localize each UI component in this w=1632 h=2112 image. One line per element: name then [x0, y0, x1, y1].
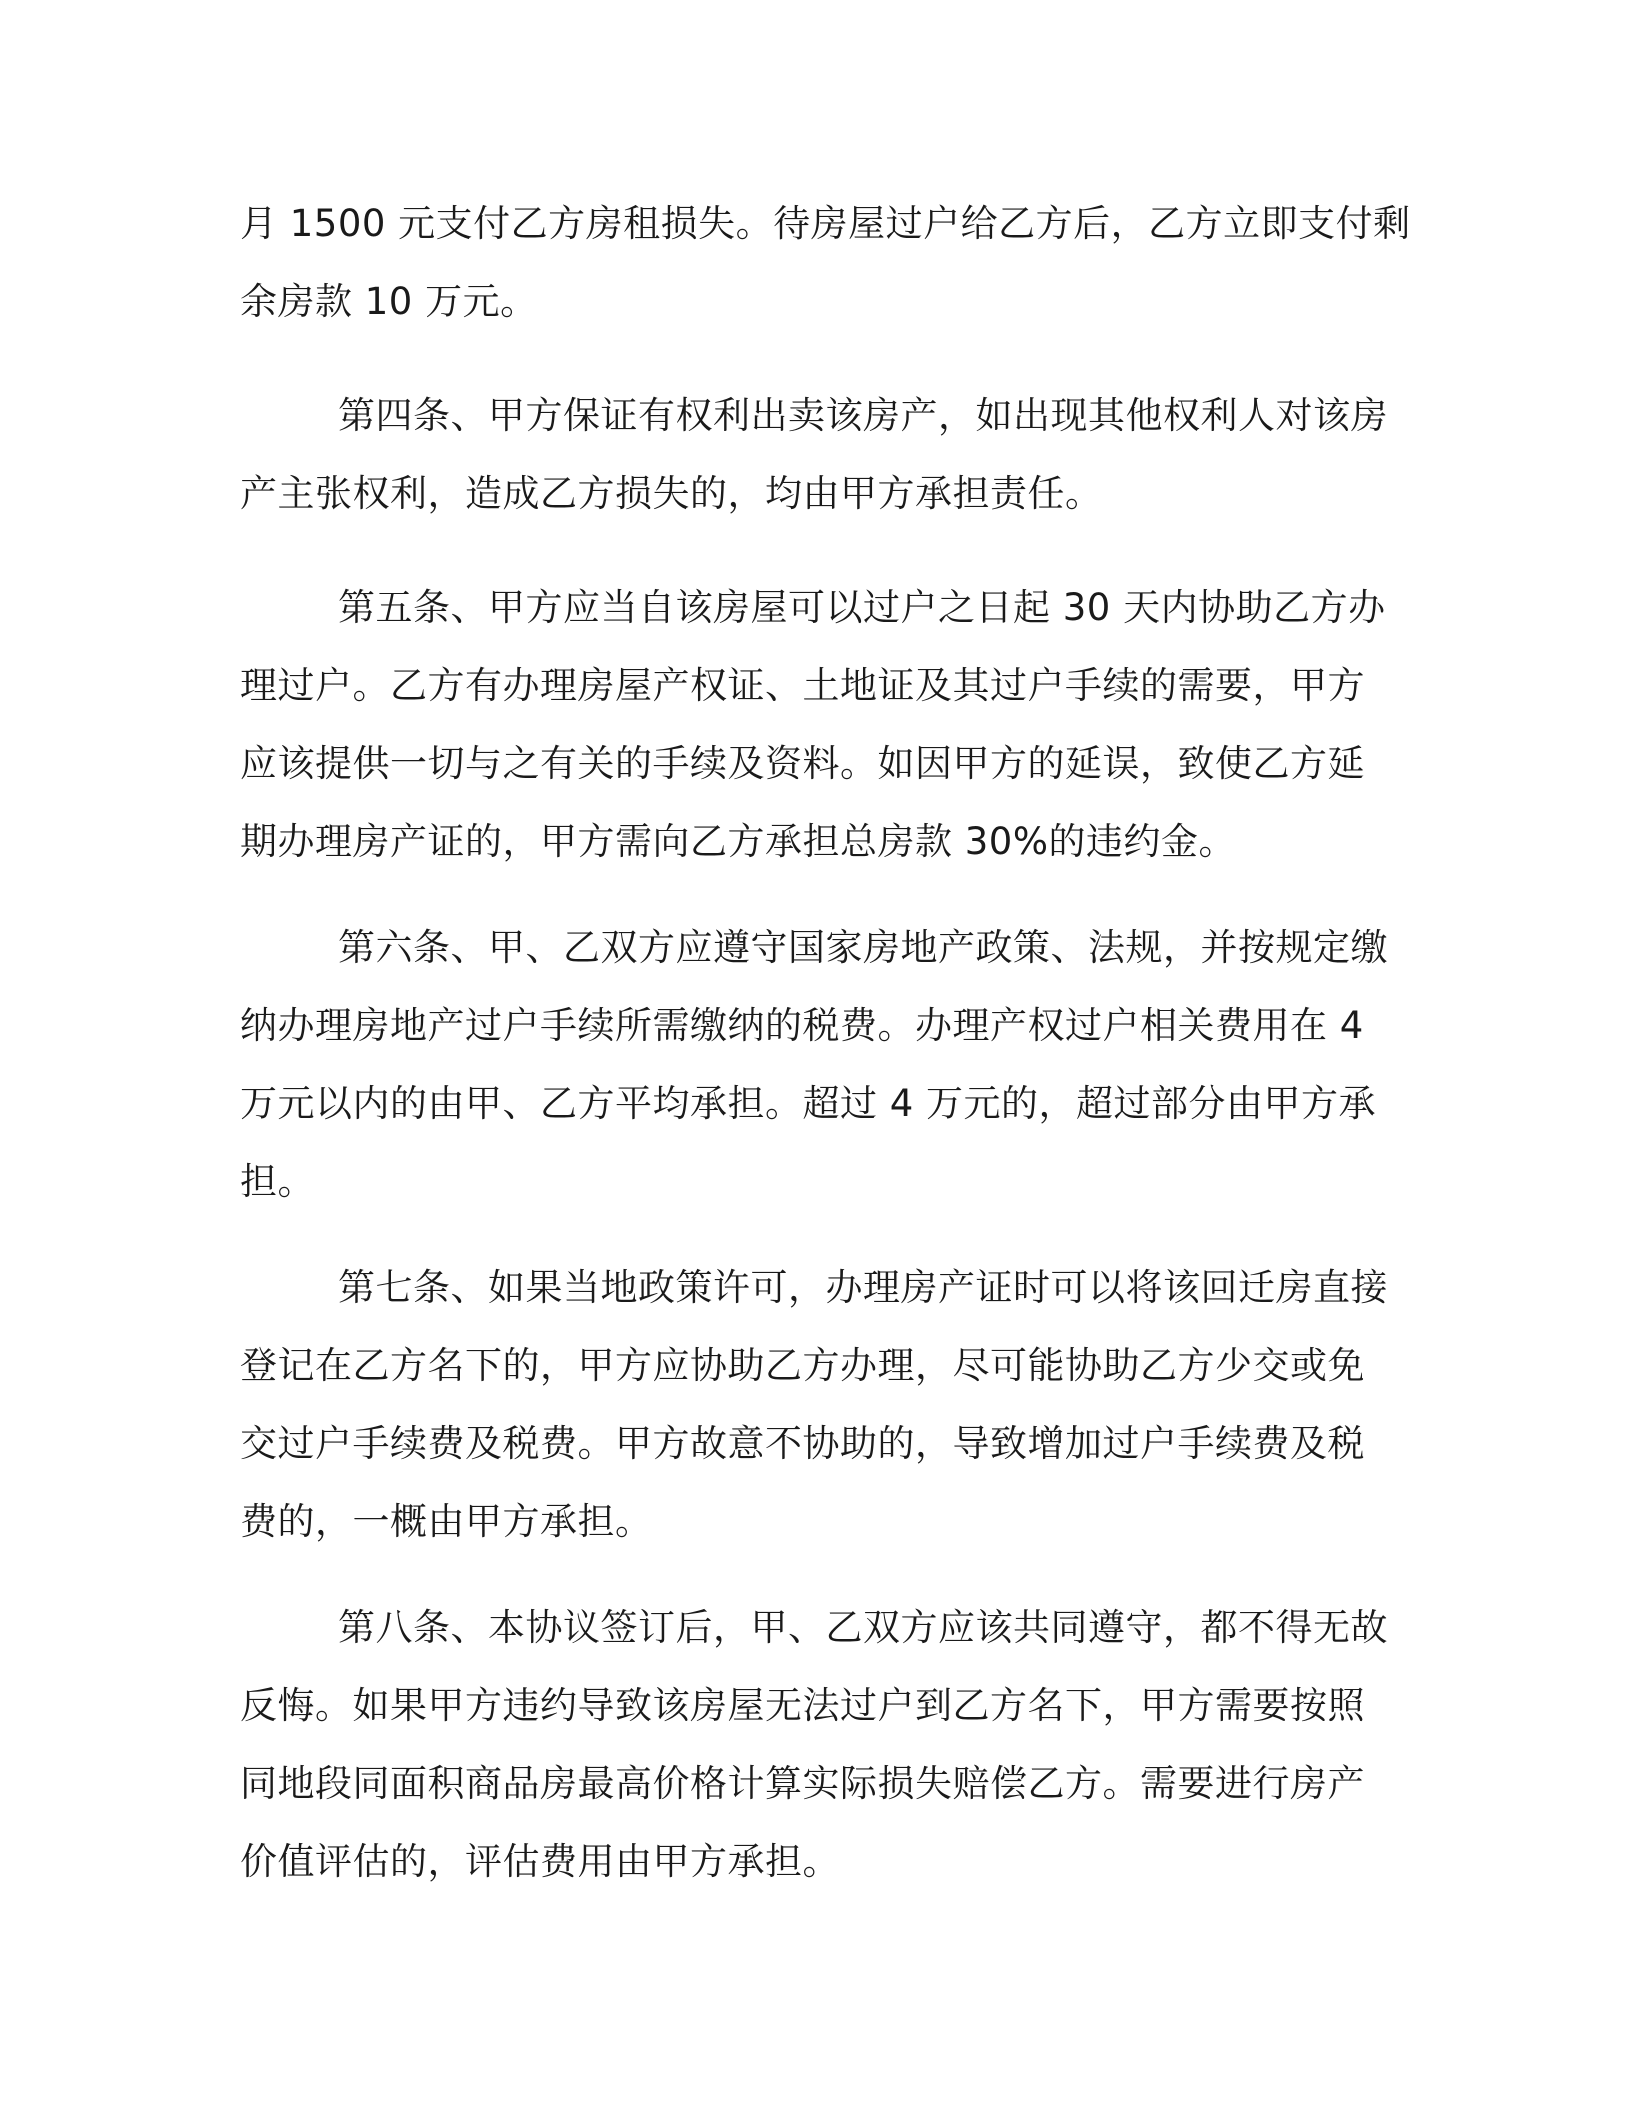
paragraph-continued [240, 185, 1411, 341]
text-line: 担。 [240, 1160, 315, 1203]
text-line: 余房款 10 万元。 [240, 280, 538, 323]
text-line: 第七条、如果当地政策许可，办理房产证时可以将该回迁房直接 [338, 1266, 1388, 1309]
text-line: 期办理房产证的，甲方需向乙方承担总房款 30%的违约金。 [240, 820, 1236, 863]
text-line: 费的，一概由甲方承担。 [240, 1500, 653, 1543]
text-line: 价值评估的，评估费用由甲方承担。 [240, 1840, 840, 1883]
text-line: 第四条、甲方保证有权利出卖该房产，如出现其他权利人对该房 [338, 394, 1388, 437]
text-line: 第八条、本协议签订后，甲、乙双方应该共同遵守，都不得无故 [338, 1606, 1388, 1649]
paragraph-article-5 [240, 569, 1395, 881]
text-line: 理过户。乙方有办理房屋产权证、土地证及其过户手续的需要，甲方 [240, 664, 1365, 707]
paragraph-article-6 [240, 909, 1395, 1221]
text-line: 同地段同面积商品房最高价格计算实际损失赔偿乙方。需要进行房产 [240, 1762, 1365, 1805]
paragraph-article-4 [240, 377, 1395, 533]
text-line: 第五条、甲方应当自该房屋可以过户之日起 30 天内协助乙方办 [338, 586, 1386, 629]
text-line: 纳办理房地产过户手续所需缴纳的税费。办理产权过户相关费用在 4 [240, 1004, 1364, 1047]
text-line: 交过户手续费及税费。甲方故意不协助的，导致增加过户手续费及税 [240, 1422, 1365, 1465]
text-line: 反悔。如果甲方违约导致该房屋无法过户到乙方名下，甲方需要按照 [240, 1684, 1365, 1727]
text-line: 月 1500 元支付乙方房租损失。待房屋过户给乙方后，乙方立即支付剩 [240, 202, 1411, 245]
text-line: 万元以内的由甲、乙方平均承担。超过 4 万元的，超过部分由甲方承 [240, 1082, 1377, 1125]
paragraph-article-8 [240, 1589, 1395, 1901]
text-line: 产主张权利，造成乙方损失的，均由甲方承担责任。 [240, 472, 1103, 515]
paragraph-article-7 [240, 1249, 1395, 1561]
text-line: 应该提供一切与之有关的手续及资料。如因甲方的延误，致使乙方延 [240, 742, 1365, 785]
text-line: 第六条、甲、乙双方应遵守国家房地产政策、法规，并按规定缴 [338, 926, 1388, 969]
text-line: 登记在乙方名下的，甲方应协助乙方办理，尽可能协助乙方少交或免 [240, 1344, 1365, 1387]
document-body [240, 185, 1411, 1901]
